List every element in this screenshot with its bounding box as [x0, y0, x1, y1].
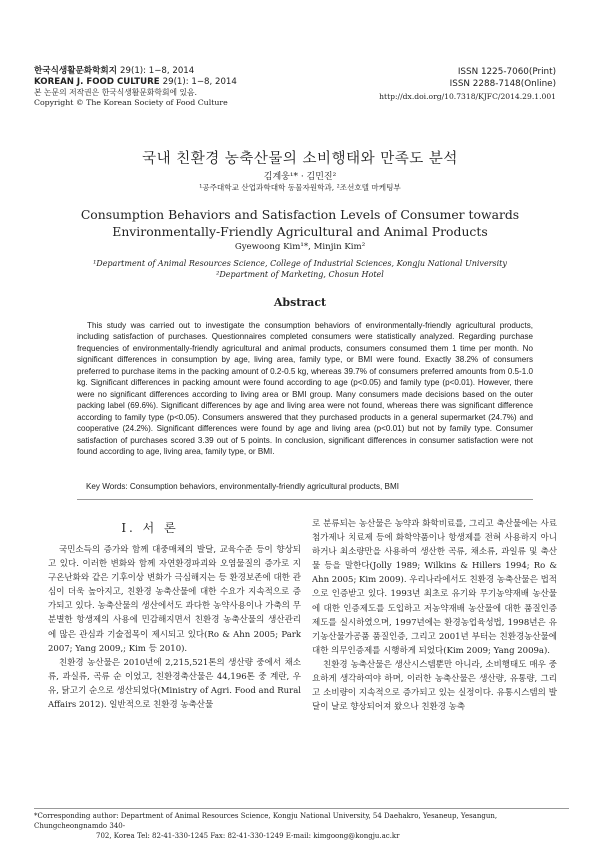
- issn-block: [379, 66, 556, 102]
- footnote-line-2: 702, Korea Tel: 82-41-330-1245 Fax: 82-41-330-1249 E-mail: kimgoong@kongju.ac.kr: [96, 832, 400, 840]
- title-english: Consumption Behaviors and Satisfaction Levels of Consumer towards Environmentally-Friendly Agricultural and Animal Products: [80, 207, 520, 239]
- section-heading-introduction: Ⅰ. 서 론: [121, 521, 179, 535]
- paragraph: 로 분류되는 농산물은 농약과 화학비료를, 그리고 축산물에는 사료첨가제나 치료제 등에 화학약품이나 항생제를 전혀 사용하지 아니하거나 최소량만을 사용하여 생산한 곡류, 채소류, 과일류 및 축산물 등을 말한다(Jolly 1989; Wilkins & Hillers 1994; Ro & Ahn 2005; Kim 2009). 우리나라에서도 친환경 농축산물은 법적으로 인증받고 있다. 1993년 최초로 유기와 무기농약재배 농산물에 대한 인증제도를 도입하고 저농약재배 농산물에 대한 품질인증제도를 실시하였으며, 1997년에는 환경농업육성법, 1998년은 유기농산물가공품 품질인증, 그리고 2001년 부터는 친환경농산물에 대한 의무인증제를 시행하게 되었다(Kim 2009; Yang 2009a).: [312, 519, 557, 656]
- affiliation-english-2: ²Department of Marketing, Chosun Hotel: [216, 270, 384, 279]
- authors-korean: 김계웅¹* · 김민진²: [263, 172, 337, 182]
- title-korean: 국내 친환경 농축산물의 소비행태와 만족도 분석: [142, 151, 458, 167]
- body-column-left: [48, 543, 301, 712]
- footnote-line-1: *Corresponding author: Department of Animal Resources Science, Kongju National University, 54 Daehakro, Yesaneup, Yesangun, Chungcheongnamdo 340-: [34, 812, 498, 830]
- paragraph: 친환경 농산물은 2010년에 2,215,521톤의 생산량 중에서 채소류, 과실류, 곡류 순 이었고, 친환경축산물은 44,196톤 중 계란, 우유, 닭고기 순으로 생산되었다(Ministry of Agri. Food and Rural Affairs 2012). 일반적으로 친환경 농축산물: [48, 657, 301, 711]
- copyright-en: Copyright © The Korean Society of Food Culture: [34, 98, 228, 107]
- keywords: Key Words: Consumption behaviors, environmentally-friendly agricultural products, BMI: [86, 482, 399, 491]
- journal-title-ko: 한국식생활문화학회지 29(1): 1−8, 2014: [34, 66, 195, 76]
- corresponding-author-footnote: [34, 811, 569, 841]
- authors-english: Gyewoong Kim¹*, Minjin Kim²: [234, 242, 366, 252]
- journal-title-en: KOREAN J. FOOD CULTURE 29(1): 1−8, 2014: [34, 77, 237, 87]
- paragraph: 친환경 농축산물은 생산시스템뿐만 아니라, 소비행태도 매우 중요하게 생각하여야 하며, 이러한 농축산물은 생산량, 유통량, 그리고 소비량이 지속적으로 증가되고 있는 실정이다. 유통시스템의 발달이 날로 향상되어져 왔으나 친환경 농축: [312, 659, 557, 713]
- affiliation-english: [60, 258, 540, 280]
- copyright-ko: 본 논문의 저작권은 한국식생활문화학회에 있음.: [34, 88, 198, 97]
- abstract-divider: [77, 499, 533, 500]
- abstract-text: This study was carried out to investigate the consumption behaviors of environmentally-friendly agricultural products, including satisfaction of purchases. Questionnaires completed consumers were statistically analyzed. Regarding purchase frequencies of environmentally-friendly agricultural and animal products, consumers consumed them 1 time per month. No significant differences in consumption by age, living area, family type, or BMI were found. Exactly 38.2% of consumers preferred to purchase items in the packing amount of 0.2-0.5 kg, whereas 39.7% of consumers preferred amounts from 0.5-1.0 kg. Significant differences in packing amount were found according to age (p<0.05) and family type (p<0.01). However, there were no significant differences according to living area or BMI group. Many consumers made decisions based on the outer packing label (69.6%). Significant differences by age and living area were not found, whereas there was significant difference according to family type (p<0.05). Consumers answered that they purchased products in a general supermarket (24.7%) and cooperative (24.2%). Significant differences were found by age and living area (p<0.01) but not by family type. Consumer satisfaction of purchases scored 3.39 out of 5 points. In conclusion, significant differences in consumer satisfaction were not found according to age, living area, family type, or BMI.: [77, 321, 533, 456]
- doi-link[interactable]: http://dx.doi.org/10.7318/KJFC/2014.29.1.001: [379, 92, 556, 101]
- issn-online: ISSN 2288-7148(Online): [449, 79, 556, 89]
- body-column-right: [312, 517, 557, 714]
- paragraph: 국민소득의 증가와 함께 대중매체의 발달, 교육수준 등이 향상되고 있다. 이러한 변화와 함께 자연환경파괴와 오염물질의 증가로 지구온난화와 같은 기후이상 변화가 극심해지는 등 환경보존에 대한 관심이 더욱 높아지고, 친환경 농축산물에 대한 수요가 지속적으로 증가되고 있다. 농축산물의 생산에서도 과다한 농약사용이나 가축의 무분별한 항생제의 사용에 민감해지면서 친환경 농축산물의 생산관리에 많은 관심과 기술접목이 제시되고 있다(Ro & Ahn 2005; Park 2007; Yang 2009,; Kim 등 2010).: [48, 545, 301, 654]
- footnote-divider: [34, 808, 569, 809]
- issn-print: ISSN 1225-7060(Print): [457, 67, 556, 77]
- affiliation-english-1: ¹Department of Animal Resources Science, College of Industrial Sciences, Kongju National University: [93, 259, 507, 268]
- journal-header: [34, 66, 334, 108]
- affiliation-korean: ¹공주대학교 산업과학대학 동물자원학과, ²조선호텔 마케팅부: [199, 183, 401, 192]
- abstract-heading: Abstract: [273, 296, 327, 309]
